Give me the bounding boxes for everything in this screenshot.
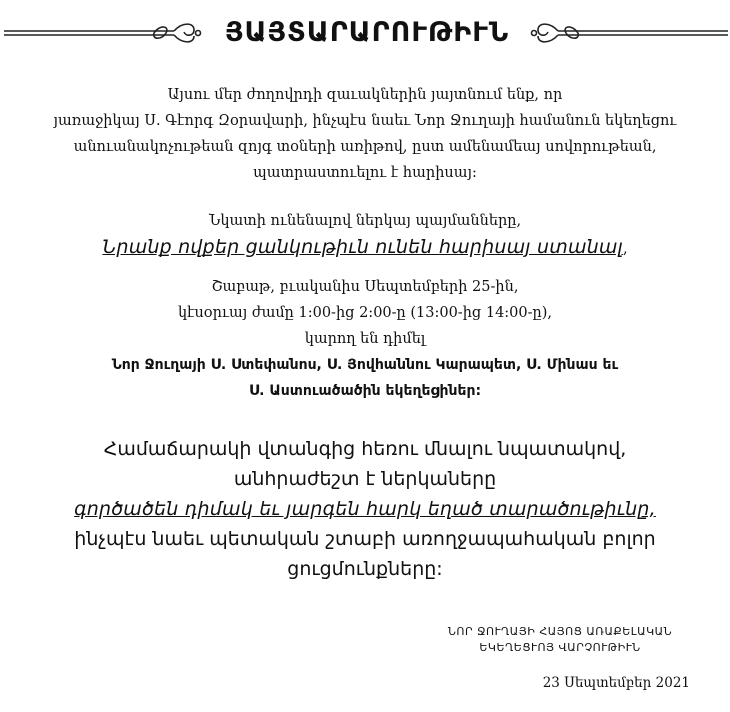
signature-line: ՆՈՐ ՋՈՒՂԱՅԻ ՀԱՅՈՑ ԱՌԱՔԵԼԱԿԱՆ: [447, 625, 673, 638]
signature-line: ԵԿԵՂԵՑՒՈՅ ՎԱՐՉՈՒԹԻՒՆ: [479, 641, 641, 654]
notice-line: անհրաժեշտ է ներկաները: [233, 468, 497, 490]
intro-line: յառաջիկայ Ս. Գէորգ Զօրավարի, ինչպէս նաեւ Նոր Ջուղայի համանուն եկեղեցու: [53, 113, 677, 129]
notice-line: Համաճարակի վտանգից հեռու մնալու նպատակով,: [103, 438, 627, 460]
conditions-line: Նկատի ունենալով ներկայ պայմանները,: [208, 213, 522, 229]
intro-line: անուանակոչութեան զոյգ տօների առիթով, ըստ ամենամեայ սովորութեան,: [73, 139, 657, 155]
notice-emphasis: գործածեն դիմակ եւ յարգեն հարկ եղած տարածութիւնը,: [74, 498, 656, 520]
ornament-left-icon: [4, 20, 202, 46]
highlight-line: [0, 236, 730, 258]
intro-line: Այսու մեր ժողովրդի զաւակներին յայտնում ենք, որ: [167, 87, 563, 103]
schedule-line: կարող են դիմել: [304, 331, 426, 347]
ornament-right-icon: [530, 20, 728, 46]
notice-emphasis-line: [0, 498, 730, 520]
header: [0, 0, 730, 80]
schedule-line: կէսօրւայ ժամը 1:00-ից 2:00-ը (13:00-ից 14:00-ը),: [177, 305, 553, 321]
date: 23 Սեպտեմբեր 2021: [542, 675, 690, 691]
notice-line: ցուցմունքները:: [287, 558, 443, 580]
highlight-suffix: ,: [622, 241, 628, 257]
notice-line: ինչպէս նաեւ պետական շտաբի առողջապահական բոլոր: [74, 528, 656, 550]
highlight-text: Նրանք ովքեր ցանկութիւն ունեն հարիսայ ստանալ: [102, 236, 623, 258]
intro-line: պատրաստուելու է հարիսայ:: [253, 165, 477, 181]
page-title: ՅԱՅՏԱՐԱՐՈՒԹԻՒՆ: [224, 17, 510, 48]
schedule-line: Շաբաթ, բւականիս Սեպտեմբերի 25-ին,: [211, 279, 519, 295]
churches-line: Ս. Աստուածածին եկեղեցիներ:: [248, 383, 482, 399]
churches-line: Նոր Ջուղայի Ս. Ստեփանոս, Ս. Յովհաննու Կարապետ, Ս. Մինաս եւ: [111, 357, 619, 373]
